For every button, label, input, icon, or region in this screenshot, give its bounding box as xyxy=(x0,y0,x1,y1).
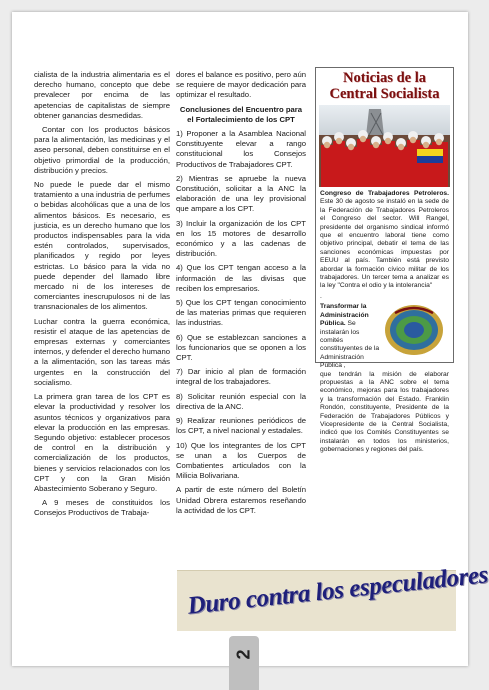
central-bolivariana-logo xyxy=(383,303,445,357)
paragraph: A partir de este número del Boletín Unidad Obrera estaremos reseñando la actividad de los CPT. xyxy=(176,485,306,515)
list-item: 9) Realizar reuniones periódicos de los CPT, a nivel nacional y estadales. xyxy=(176,416,306,436)
list-item: 6) Que se establezcan sanciones a los funcionarios que se oponen a los CPT. xyxy=(176,332,306,363)
paragraph: Luchar contra la guerra económica, resistir el ataque de las apetencias de empresas externas y comerciantes internos, y defender el derecho humano a la alimentación, son las tareas más urgentes en la construcción del socialismo. xyxy=(34,316,170,387)
paragraph: La primera gran tarea de los CPT es elevar la productividad y resolver los asuntos técnicos y organizativos para elevar la producción en las empresas. Segundo objetivo: establecer procesos de control en la distribución y comercialización de los productos, bienes y servicios relacionados con los CPT y con la Gran Misión Abastecimiento Soberano y Seguro. xyxy=(34,392,170,493)
list-item: 2) Mientras se apruebe la nueva Constitución, solicitar a la ANC la elaboración de una ley provisional que ampare a los CPT. xyxy=(176,173,306,214)
list-item: 5) Que los CPT tengan conocimiento de las materias primas que requieren las industrias. xyxy=(176,298,306,328)
sidebar-title-line: Noticias de la xyxy=(343,70,426,86)
news-body: Se instalarán los comités constituyentes de la Administración Pública , xyxy=(320,320,380,370)
list-item: 1) Proponer a la Asamblea Nacional Constituyente elevar a rango constitucional los Consejos Productivos de Trabajadores CPT. xyxy=(176,129,306,169)
section-heading: Conclusiones del Encuentro para el Fortalecimiento de los CPT xyxy=(179,104,303,124)
news-headline: Congreso de Trabajadores Petroleros. xyxy=(320,190,449,197)
page-number: 2 xyxy=(233,649,254,660)
list-item: 8) Solicitar reunión especial con la directiva de la ANC. xyxy=(176,391,306,411)
paragraph: No puede le puede dar el mismo tratamiento a una industria de perfumes o bebidas alcohólicas que a una de los alimentos básicos. Es necesario, es justicia, es un derecho humano que los productos indispensables para la vida estén controlados, supervisados, planificados y regido por leyes estrictas. Lo básico para la vida no puede depender del llamado libre mercado ni de los intereses de comerciantes inescrupulosos ni de las transnacionales de los alimentos. xyxy=(34,180,170,312)
list-item: 3) Incluir la organización de los CPT en los 15 motores de desarrollo económico y a las cadenas de distribución. xyxy=(176,218,306,259)
page xyxy=(12,12,489,666)
sidebar-news xyxy=(316,187,453,455)
paragraph: dores el balance es positivo, pero aún se requiere de mayor dedicación para optimizar el resultado. xyxy=(176,70,306,100)
news-item xyxy=(320,190,449,291)
list-item: 4) Que los CPT tengan acceso a la información de las divisas que reciben los empresarios. xyxy=(176,263,306,293)
news-body: Este 30 de agosto se instaló en la sede de la Federación de Trabajadores Petroleros el Congreso del sector. Will Rangel, presidente del organismo sindical informó que el encuentro laboral tiene como objetivo principal, debatir el tema de las sanciones económicas impuestas por EEUU al país. También está previsto abordar la formación cívico militar de los trabajadores. Un tercer tema a analizar es la ley "Contra el odio y la intolerancia" xyxy=(320,198,449,290)
banner-headline: Duro contra los especuladores xyxy=(186,561,489,620)
news-separator: . xyxy=(320,292,322,300)
sidebar-title xyxy=(316,70,453,102)
article-column-left xyxy=(34,70,170,523)
news-headline: Transformar la Administración Pública. xyxy=(320,303,369,328)
news-body: que tendrán la misión de elaborar propuestas a la ANC sobre el tema económico, mejoras para los trabajadores y la transformación del Estado. Franklin Rondón, constituyente, Presidente de la Federación de Trabajadores Públicos y Vicepresidente de la Central Socialista, indicó que los Comités Constituyentes se instalarán en todos los ministerios, gobernaciones y regiones del país. xyxy=(320,370,449,454)
headline-banner xyxy=(177,561,489,631)
paragraph: Contar con los productos básicos para la alimentación, las medicinas y el aseo personal, deben constituirse en el objetivo primordial de la producción, distribución y precios. xyxy=(34,125,170,175)
page-number-tab xyxy=(229,636,259,690)
list-item: 7) Dar inicio al plan de formación integral de los trabajadores. xyxy=(176,367,306,387)
article-column-middle xyxy=(176,70,306,520)
workers-photo xyxy=(319,105,450,187)
sidebar-title-line: Central Socialista xyxy=(329,86,440,102)
news-item xyxy=(320,303,449,370)
paragraph: cialista de la industria alimentaria es el derecho humano, concepto que debe prevalecer por encima de las apetencias de capitalistas de siempre obtener ganancias desmedidas. xyxy=(34,70,170,120)
news-sidebar xyxy=(315,67,454,454)
paragraph: A 9 meses de constituidos los Consejos Productivos de Trabaja- xyxy=(34,498,170,518)
list-item: 10) Que los integrantes de los CPT se unan a los Cuerpos de Combatientes articulados con la Milicia Bolivariana. xyxy=(176,440,306,481)
